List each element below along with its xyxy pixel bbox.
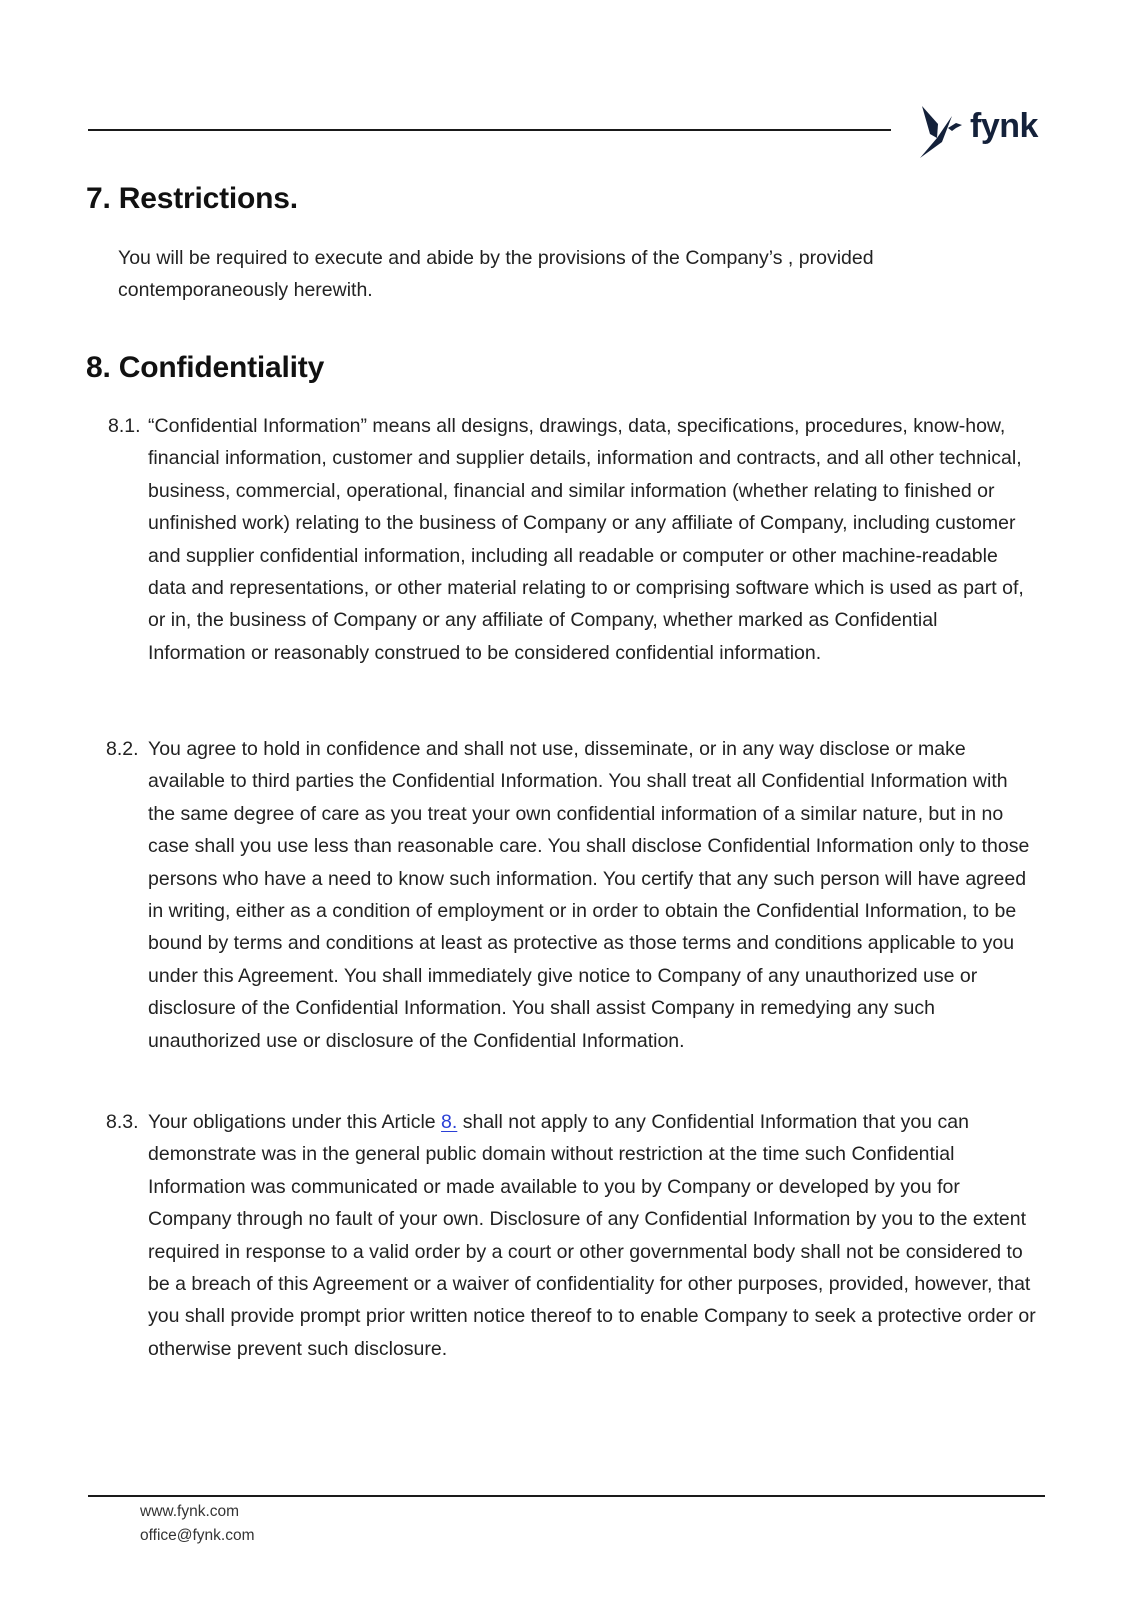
footer-website: www.fynk.com bbox=[140, 1503, 240, 1520]
clause-8-2-number: 8.2. bbox=[106, 738, 139, 760]
header-divider bbox=[88, 129, 891, 131]
section-7-heading: 7. Restrictions. bbox=[86, 182, 298, 215]
bird-logo-icon bbox=[918, 104, 966, 160]
logo-wordmark: fynk bbox=[970, 106, 1038, 145]
clause-8-1-text: “Confidential Information” means all designs, drawings, data, specifications, procedures, know-how, financial information, customer and supplier details, information and contracts, and all other technical, business, commercial, operational, financial and similar information (whether relating to finished or unfinished work) relating to the business of Company or any affiliate of Company, including customer and supplier confidential information, including all readable or computer or other machine-readable data and representations, or other material relating to or comprising software which is used as part of, or in, the business of Company or any affiliate of Company, whether marked as Confidential Information or reasonably construed to be considered confidential information. bbox=[148, 415, 1024, 664]
footer-divider bbox=[88, 1495, 1045, 1497]
clause-8-1-number: 8.1. bbox=[108, 415, 141, 437]
section-8-heading: 8. Confidentiality bbox=[86, 351, 325, 384]
clause-8-3-number: 8.3. bbox=[106, 1111, 139, 1133]
clause-8-3-text-after: shall not apply to any Confidential Information that you can demonstrate was in the general public domain without restriction at the time such Confidential Information was communicated or made available to you by Company or developed by you for Company through no fault of your own. Disclosure of any Confidential Information by you to the extent required in response to a valid order by a court or other governmental body shall not be considered to be a breach of this Agreement or a waiver of confidentiality for other purposes, provided, however, that you shall provide prompt prior written notice thereof to to enable Company to seek a protective order or otherwise prevent such disclosure. bbox=[148, 1111, 1036, 1360]
footer-email: office@fynk.com bbox=[140, 1527, 255, 1544]
clause-8-3-text bbox=[148, 1106, 1040, 1365]
article-8-link[interactable]: 8. bbox=[441, 1111, 458, 1133]
section-7-body: You will be required to execute and abide by the provisions of the Company’s , provided contemporaneously herewith. bbox=[118, 247, 874, 302]
clause-8-3-text-before: Your obligations under this Article bbox=[148, 1111, 436, 1133]
clause-8-2-text: You agree to hold in confidence and shall not use, disseminate, or in any way disclose or make available to third parties the Confidential Information. You shall treat all Confidential Information with the same degree of care as you treat your own confidential information of a similar nature, but in no case shall you use less than reasonable care. You shall disclose Confidential Information only to those persons who have a need to know such information. You certify that any such person will have agreed in writing, either as a condition of employment or in order to obtain the Confidential Information, to be bound by terms and conditions at least as protective as those terms and conditions applicable to you under this Agreement. You shall immediately give notice to Company of any unauthorized use or disclosure of the Confidential Information. You shall assist Company in remedying any such unauthorized use or disclosure of the Confidential Information. bbox=[148, 738, 1030, 1052]
fynk-logo bbox=[918, 104, 1038, 160]
